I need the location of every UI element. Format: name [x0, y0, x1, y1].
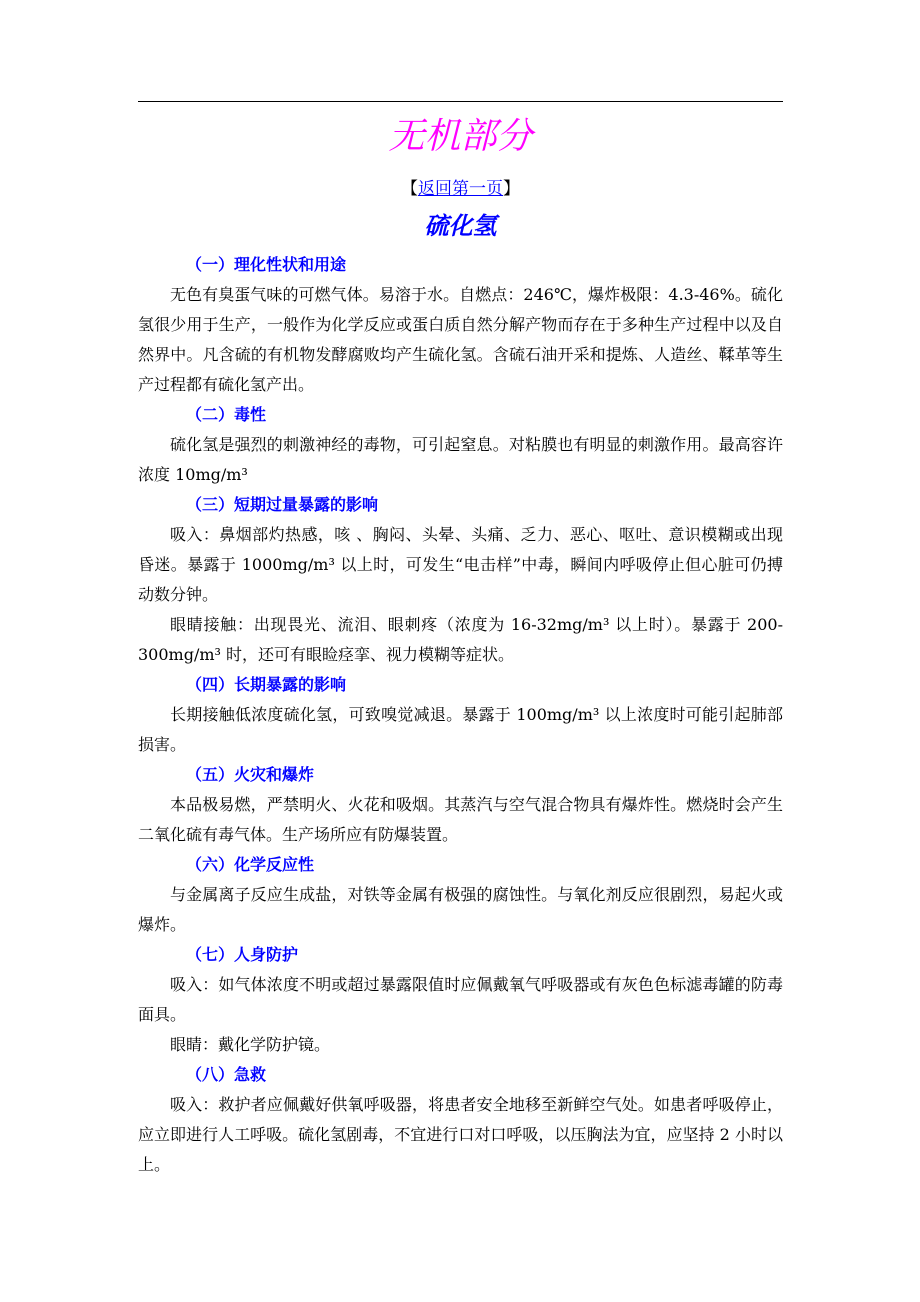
- page-title: 无机部分: [388, 116, 533, 157]
- section-heading: （一）理化性状和用途: [186, 255, 347, 274]
- back-link-open-bracket: 【: [401, 179, 418, 199]
- section-heading: （五）火灾和爆炸: [186, 765, 315, 784]
- back-link-close-bracket: 】: [503, 179, 520, 199]
- section-heading: （二）毒性: [186, 405, 267, 424]
- section-paragraph: 长期接触低浓度硫化氢，可致嗅觉减退。暴露于 100mg/m³ 以上浓度时可能引起肺部损害。: [138, 705, 783, 754]
- section-title: 硫化氢: [424, 212, 497, 240]
- document-body: [138, 250, 783, 1180]
- back-to-first-page-link[interactable]: 返回第一页: [418, 179, 503, 199]
- section-paragraph: 吸入：鼻烟部灼热感，咳 、胸闷、头晕、头痛、乏力、恶心、呕吐、意识模糊或出现昏迷。暴露于 1000mg/m³ 以上时，可发生“电击样”中毒，瞬间内呼吸停止但心脏可仍搏动数分钟。: [138, 525, 783, 604]
- section-paragraph: 无色有臭蛋气味的可燃气体。易溶于水。自燃点：246℃，爆炸极限：4.3-46%。硫化氢很少用于生产，一般作为化学反应或蛋白质自然分解产物而存在于多种生产过程中以及自然界中。凡含硫的有机物发酵腐败均产生硫化氢。含硫石油开采和提炼、人造丝、鞣革等生产过程都有硫化氢产出。: [138, 285, 783, 394]
- section-paragraph: 吸入：如气体浓度不明或超过暴露限值时应佩戴氧气呼吸器或有灰色色标滤毒罐的防毒面具。: [138, 975, 783, 1024]
- top-divider: [138, 101, 783, 102]
- section-heading: （七）人身防护: [186, 945, 299, 964]
- section-paragraph: 眼睛接触：出现畏光、流泪、眼刺疼（浓度为 16-32mg/m³ 以上时）。暴露于 200-300mg/m³ 时，还可有眼睑痉挛、视力模糊等症状。: [138, 615, 783, 664]
- section-heading: （八）急救: [186, 1065, 267, 1084]
- section-paragraph: 与金属离子反应生成盐，对铁等金属有极强的腐蚀性。与氧化剂反应很剧烈，易起火或爆炸。: [138, 885, 783, 934]
- section-heading: （四）长期暴露的影响: [186, 675, 347, 694]
- section-paragraph: 吸入：救护者应佩戴好供氧呼吸器，将患者安全地移至新鲜空气处。如患者呼吸停止，应立即进行人工呼吸。硫化氢剧毒，不宜进行口对口呼吸，以压胸法为宜，应坚持 2 小时以上。: [138, 1095, 783, 1174]
- section-heading: （六）化学反应性: [186, 855, 315, 874]
- section-heading: （三）短期过量暴露的影响: [186, 495, 379, 514]
- section-paragraph: 硫化氢是强烈的刺激神经的毒物，可引起窒息。对粘膜也有明显的刺激作用。最高容许浓度 10mg/m³: [138, 435, 783, 484]
- section-paragraph: 眼睛：戴化学防护镜。: [170, 1035, 331, 1054]
- section-paragraph: 本品极易燃，严禁明火、火花和吸烟。其蒸汽与空气混合物具有爆炸性。燃烧时会产生二氧化硫有毒气体。生产场所应有防爆装置。: [138, 795, 783, 844]
- back-link-line: [138, 176, 783, 202]
